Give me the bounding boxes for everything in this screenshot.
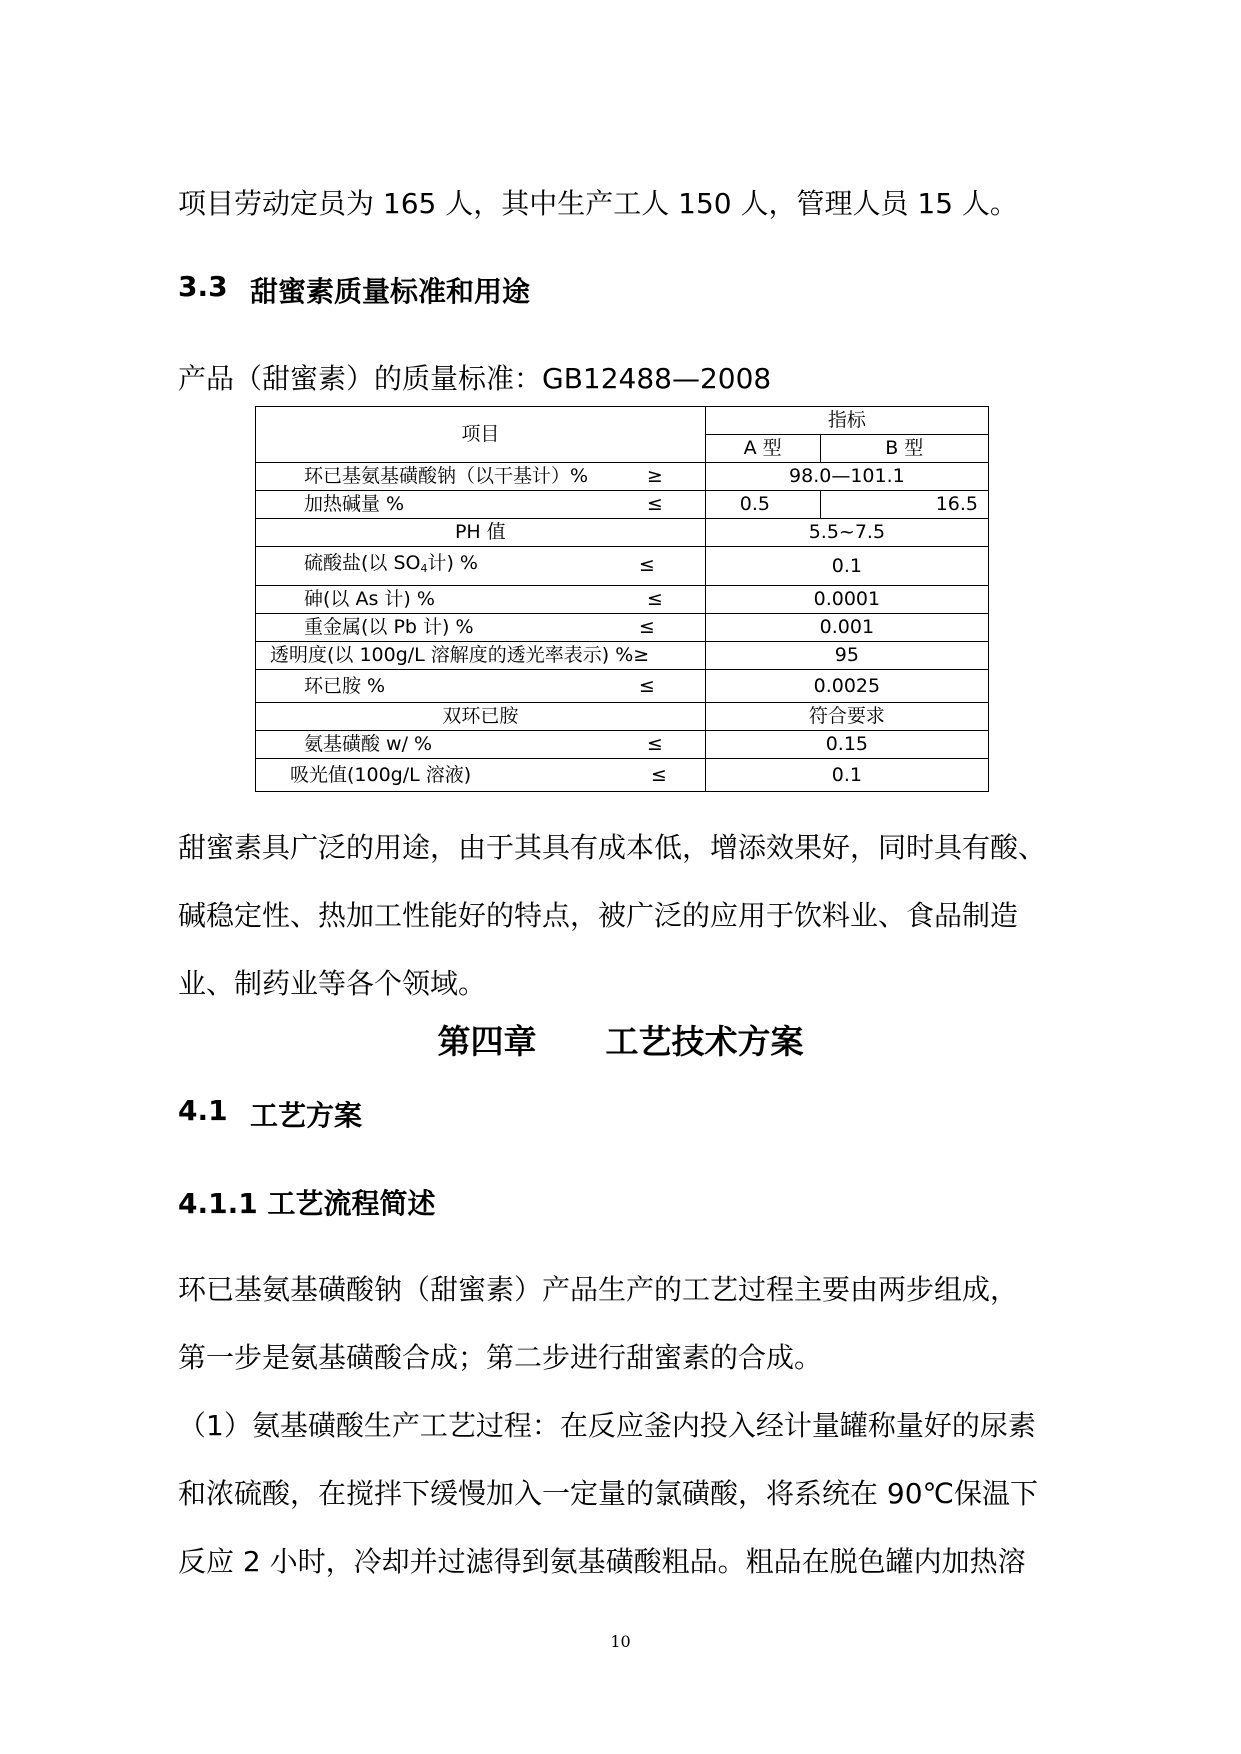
- table-row: [256, 642, 989, 670]
- header-indicator: 指标: [705, 407, 988, 435]
- row-value: 0.1: [705, 759, 988, 792]
- process-paragraph-line-5: 反应 2 小时，冷却并过滤得到氨基磺酸粗品。粗品在脱色罐内加热溶: [178, 1545, 1026, 1578]
- header-item: 项目: [256, 407, 706, 463]
- row-value: 5.5~7.5: [705, 519, 988, 547]
- row-value: 0.0025: [705, 670, 988, 703]
- staff-paragraph: 项目劳动定员为 165 人，其中生产工人 150 人，管理人员 15 人。: [178, 187, 1018, 220]
- row-item-cell: [256, 731, 706, 759]
- page-number: 10: [610, 1632, 631, 1651]
- section-4-1-number: 4.1: [178, 1094, 228, 1127]
- row-value: 0.001: [705, 614, 988, 642]
- row-item-label: 氨基磺酸 w/ %: [304, 733, 433, 755]
- table-row: [256, 463, 989, 491]
- table-row: [256, 547, 989, 586]
- row-item-label: PH 值: [256, 519, 706, 547]
- table-row: [256, 759, 989, 792]
- row-item-label: 环已基氨基磺酸钠（以干基计）%: [304, 465, 589, 487]
- row-item-symbol: ≤: [638, 554, 655, 576]
- row-item-label: 吸光值(100g/L 溶液): [290, 764, 472, 786]
- process-paragraph-line-1: 环已基氨基磺酸钠（甜蜜素）产品生产的工艺过程主要由两步组成，: [178, 1273, 1019, 1306]
- row-item-label: 加热碱量 %: [304, 493, 405, 515]
- chapter-title: 第四章 工艺技术方案: [437, 1022, 804, 1061]
- row-value-a: 0.5: [705, 491, 820, 519]
- row-item-symbol: ≤: [646, 493, 663, 515]
- row-item-symbol: ≤: [646, 588, 663, 610]
- row-value: 98.0—101.1: [705, 463, 988, 491]
- row-item-label: 环已胺 %: [304, 675, 386, 697]
- row-item-symbol: ≤: [638, 675, 655, 697]
- row-item-label: 双环已胺: [256, 703, 706, 731]
- process-paragraph-line-3: （1）氨基磺酸生产工艺过程：在反应釜内投入经计量罐称量好的尿素: [178, 1409, 1036, 1442]
- process-paragraph-line-4: 和浓硫酸，在搅拌下缓慢加入一定量的氯磺酸，将系统在 90℃保温下: [178, 1477, 1038, 1510]
- row-item-cell: [256, 586, 706, 614]
- standard-line: 产品（甜蜜素）的质量标准：GB12488—2008: [178, 362, 772, 395]
- row-item-symbol: ≤: [650, 764, 667, 786]
- section-4-1-title: 工艺方案: [250, 1099, 363, 1132]
- row-item-cell: [256, 463, 706, 491]
- row-item-label: 重金属(以 Pb 计) %: [304, 616, 474, 638]
- row-item-label: 硫酸盐(以 $SO_4$计) %: [304, 552, 478, 575]
- row-item-cell: [256, 759, 706, 792]
- header-type-b: B 型: [820, 435, 988, 463]
- process-paragraph-line-2: 第一步是氨基磺酸合成；第二步进行甜蜜素的合成。: [178, 1341, 823, 1374]
- table-row: [256, 703, 989, 731]
- table-row: [256, 586, 989, 614]
- row-item-label: 砷(以 As 计) %: [304, 588, 435, 610]
- usage-paragraph-line-3: 业、制药业等各个领域。: [178, 967, 487, 1000]
- section-3-3-title: 甜蜜素质量标准和用途: [250, 275, 531, 308]
- section-4-1-1-title: 4.1.1 工艺流程简述: [178, 1187, 436, 1220]
- table-row: [256, 670, 989, 703]
- row-value: 0.15: [705, 731, 988, 759]
- table-row: [256, 519, 989, 547]
- usage-paragraph-line-1: 甜蜜素具广泛的用途，由于其具有成本低，增添效果好，同时具有酸、: [178, 831, 1047, 864]
- row-value-b: 16.5: [820, 491, 988, 519]
- row-item-cell: [256, 491, 706, 519]
- table-header-row: [256, 407, 989, 435]
- row-item-cell: [256, 670, 706, 703]
- row-item-symbol: ≤: [638, 616, 655, 638]
- row-value: 0.1: [705, 547, 988, 586]
- usage-paragraph-line-2: 碱稳定性、热加工性能好的特点，被广泛的应用于饮料业、食品制造: [178, 899, 1019, 932]
- row-item-cell: [256, 547, 706, 586]
- row-value: 95: [705, 642, 988, 670]
- row-value: 0.0001: [705, 586, 988, 614]
- header-type-a: A 型: [705, 435, 820, 463]
- row-value: 符合要求: [705, 703, 988, 731]
- table-row: [256, 614, 989, 642]
- row-item-symbol: ≤: [646, 733, 663, 755]
- row-item-cell: [256, 614, 706, 642]
- section-3-3-number: 3.3: [178, 270, 228, 303]
- row-item-symbol: ≥: [646, 465, 663, 487]
- table-row: [256, 731, 989, 759]
- table-row: [256, 491, 989, 519]
- quality-standard-table: [255, 406, 989, 792]
- row-item-label: 透明度(以 100g/L 溶解度的透光率表示) %≥: [256, 642, 706, 670]
